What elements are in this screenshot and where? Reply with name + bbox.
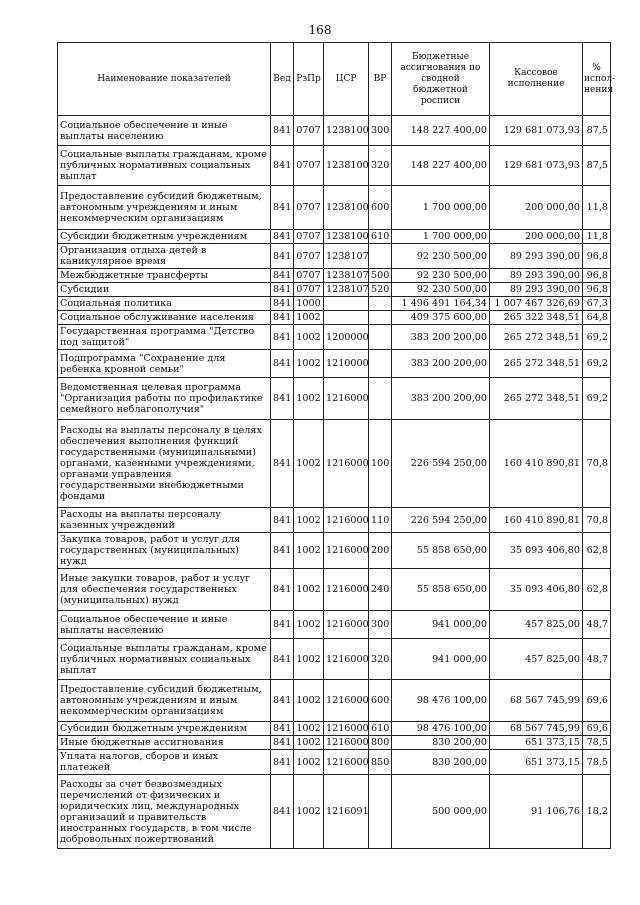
- cell-vr: 520: [369, 283, 392, 297]
- cell-budget: 92 230 500,00: [392, 283, 490, 297]
- header-name: Наименование показателей: [58, 43, 271, 116]
- table-row: [58, 269, 611, 283]
- cell-ved: 841: [271, 775, 294, 849]
- cell-ved: 841: [271, 283, 294, 297]
- cell-cash: 35 093 406,80: [490, 533, 583, 569]
- cell-rzpr: 1002: [294, 533, 324, 569]
- cell-ved: 841: [271, 680, 294, 722]
- cell-ved: 841: [271, 569, 294, 611]
- cell-pct: 69,2: [583, 350, 611, 378]
- cell-pct: 96,8: [583, 269, 611, 283]
- cell-csr: 1216091: [324, 775, 369, 849]
- cell-ved: 841: [271, 736, 294, 750]
- table-row: [58, 325, 611, 350]
- cell-rzpr: 1002: [294, 736, 324, 750]
- cell-name: Подпрограмма "Сохранение для ребенка кровной семьи": [58, 350, 271, 378]
- table-row: [58, 230, 611, 244]
- cell-pct: 69,6: [583, 680, 611, 722]
- cell-ved: 841: [271, 230, 294, 244]
- page-number: 168: [308, 23, 332, 37]
- cell-csr: 1200000: [324, 325, 369, 350]
- cell-vr: 200: [369, 533, 392, 569]
- cell-vr: [369, 350, 392, 378]
- cell-cash: 651 373,15: [490, 736, 583, 750]
- cell-budget: 55 858 650,00: [392, 533, 490, 569]
- cell-csr: 1238107: [324, 244, 369, 269]
- cell-ved: 841: [271, 146, 294, 186]
- cell-name: Иные закупки товаров, работ и услуг для обеспечения государственных (муниципальных) нужд: [58, 569, 271, 611]
- header-pct: % испол-нения: [583, 43, 611, 116]
- cell-vr: [369, 311, 392, 325]
- header-cash: Кассовое исполнение: [490, 43, 583, 116]
- cell-cash: 160 410 890,81: [490, 508, 583, 533]
- cell-csr: 1238107: [324, 269, 369, 283]
- cell-name: Расходы за счет безвозмездных перечислений от физических и юридических лиц, международных организаций и правительств иностранных государств, в том числе добровольных пожертвований: [58, 775, 271, 849]
- cell-rzpr: 1002: [294, 639, 324, 680]
- cell-vr: [369, 775, 392, 849]
- cell-csr: 1238100: [324, 186, 369, 230]
- cell-ved: 841: [271, 244, 294, 269]
- cell-name: Социальное обслуживание населения: [58, 311, 271, 325]
- cell-budget: 98 476 100,00: [392, 722, 490, 736]
- cell-cash: 651 373,15: [490, 750, 583, 775]
- cell-rzpr: 1002: [294, 611, 324, 639]
- cell-csr: [324, 297, 369, 311]
- cell-csr: 1216000: [324, 420, 369, 508]
- table-row: [58, 116, 611, 146]
- cell-budget: 500 000,00: [392, 775, 490, 849]
- cell-csr: 1216000: [324, 569, 369, 611]
- header-csr: ЦСР: [324, 43, 369, 116]
- cell-vr: 850: [369, 750, 392, 775]
- table-row: [58, 569, 611, 611]
- cell-csr: 1216000: [324, 722, 369, 736]
- cell-vr: 600: [369, 186, 392, 230]
- cell-csr: 1216000: [324, 680, 369, 722]
- cell-name: Ведомственная целевая программа "Организация работы по профилактике семейного неблагополучия": [58, 378, 271, 420]
- table-row: [58, 297, 611, 311]
- cell-csr: 1238100: [324, 146, 369, 186]
- header-budget: Бюджетные ассигнования по сводной бюджетной росписи: [392, 43, 490, 116]
- cell-vr: [369, 325, 392, 350]
- budget-execution-table: [57, 42, 616, 849]
- cell-ved: 841: [271, 750, 294, 775]
- cell-cash: 160 410 890,81: [490, 420, 583, 508]
- cell-csr: 1210000: [324, 350, 369, 378]
- cell-budget: 55 858 650,00: [392, 569, 490, 611]
- table-row: [58, 611, 611, 639]
- cell-budget: 148 227 400,00: [392, 116, 490, 146]
- cell-name: Иные бюджетные ассигнования: [58, 736, 271, 750]
- table-row: [58, 775, 611, 849]
- cell-rzpr: 0707: [294, 186, 324, 230]
- table-row: [58, 311, 611, 325]
- cell-vr: 500: [369, 269, 392, 283]
- cell-vr: 800: [369, 736, 392, 750]
- cell-rzpr: 1002: [294, 350, 324, 378]
- cell-csr: 1216000: [324, 378, 369, 420]
- cell-vr: 300: [369, 116, 392, 146]
- cell-pct: 48,7: [583, 611, 611, 639]
- cell-rzpr: 0707: [294, 244, 324, 269]
- cell-rzpr: 0707: [294, 283, 324, 297]
- cell-name: Межбюджетные трансферты: [58, 269, 271, 283]
- cell-pct: 62,8: [583, 569, 611, 611]
- cell-budget: 1 496 491 164,34: [392, 297, 490, 311]
- cell-budget: 383 200 200,00: [392, 378, 490, 420]
- cell-vr: 110: [369, 508, 392, 533]
- cell-name: Субсидии бюджетным учреждениям: [58, 722, 271, 736]
- table-row: [58, 722, 611, 736]
- cell-ved: 841: [271, 311, 294, 325]
- table-row: [58, 533, 611, 569]
- cell-pct: 11,8: [583, 230, 611, 244]
- cell-name: Организация отдыха детей в каникулярное время: [58, 244, 271, 269]
- cell-pct: 69,2: [583, 325, 611, 350]
- cell-rzpr: 0707: [294, 116, 324, 146]
- cell-budget: 1 700 000,00: [392, 186, 490, 230]
- cell-pct: 11,8: [583, 186, 611, 230]
- cell-name: Закупка товаров, работ и услуг для государственных (муниципальных) нужд: [58, 533, 271, 569]
- cell-pct: 96,8: [583, 244, 611, 269]
- table-row: [58, 420, 611, 508]
- table-row: [58, 680, 611, 722]
- cell-vr: 320: [369, 639, 392, 680]
- cell-name: Государственная программа "Детство под защитой": [58, 325, 271, 350]
- cell-cash: 265 272 348,51: [490, 378, 583, 420]
- table-row: [58, 639, 611, 680]
- cell-vr: 300: [369, 611, 392, 639]
- cell-cash: 200 000,00: [490, 230, 583, 244]
- cell-budget: 409 375 600,00: [392, 311, 490, 325]
- cell-cash: 1 007 467 326,69: [490, 297, 583, 311]
- cell-rzpr: 0707: [294, 230, 324, 244]
- cell-cash: 89 293 390,00: [490, 283, 583, 297]
- cell-vr: [369, 378, 392, 420]
- cell-name: Социальные выплаты гражданам, кроме публичных нормативных социальных выплат: [58, 639, 271, 680]
- cell-vr: [369, 297, 392, 311]
- cell-name: Уплата налогов, сборов и иных платежей: [58, 750, 271, 775]
- cell-cash: 265 322 348,51: [490, 311, 583, 325]
- cell-pct: 62,8: [583, 533, 611, 569]
- table-row: [58, 736, 611, 750]
- cell-csr: [324, 311, 369, 325]
- cell-pct: 64,8: [583, 311, 611, 325]
- cell-cash: 89 293 390,00: [490, 244, 583, 269]
- cell-rzpr: 1002: [294, 775, 324, 849]
- cell-cash: 200 000,00: [490, 186, 583, 230]
- cell-budget: 941 000,00: [392, 611, 490, 639]
- cell-pct: 70,8: [583, 508, 611, 533]
- cell-ved: 841: [271, 269, 294, 283]
- cell-rzpr: 1000: [294, 297, 324, 311]
- cell-ved: 841: [271, 420, 294, 508]
- cell-cash: 457 825,00: [490, 611, 583, 639]
- header-rzpr: РзПр: [294, 43, 324, 116]
- cell-csr: 1238107: [324, 283, 369, 297]
- cell-pct: 70,8: [583, 420, 611, 508]
- cell-name: Социальные выплаты гражданам, кроме публичных нормативных социальных выплат: [58, 146, 271, 186]
- cell-ved: 841: [271, 325, 294, 350]
- cell-budget: 830 200,00: [392, 750, 490, 775]
- cell-cash: 68 567 745,99: [490, 680, 583, 722]
- cell-vr: 240: [369, 569, 392, 611]
- cell-rzpr: 1002: [294, 325, 324, 350]
- cell-vr: 610: [369, 230, 392, 244]
- cell-vr: 610: [369, 722, 392, 736]
- cell-pct: 48,7: [583, 639, 611, 680]
- cell-rzpr: 1002: [294, 420, 324, 508]
- cell-cash: 89 293 390,00: [490, 269, 583, 283]
- cell-csr: 1216000: [324, 533, 369, 569]
- cell-rzpr: 0707: [294, 269, 324, 283]
- cell-ved: 841: [271, 722, 294, 736]
- cell-cash: 129 681 073,93: [490, 146, 583, 186]
- cell-ved: 841: [271, 116, 294, 146]
- cell-rzpr: 1002: [294, 569, 324, 611]
- cell-ved: 841: [271, 186, 294, 230]
- cell-ved: 841: [271, 611, 294, 639]
- cell-budget: 1 700 000,00: [392, 230, 490, 244]
- table-row: [58, 146, 611, 186]
- cell-rzpr: 1002: [294, 311, 324, 325]
- table-row: [58, 508, 611, 533]
- cell-cash: 265 272 348,51: [490, 350, 583, 378]
- cell-budget: 830 200,00: [392, 736, 490, 750]
- cell-name: Социальная политика: [58, 297, 271, 311]
- cell-rzpr: 1002: [294, 750, 324, 775]
- cell-ved: 841: [271, 533, 294, 569]
- cell-ved: 841: [271, 639, 294, 680]
- cell-vr: 100: [369, 420, 392, 508]
- cell-cash: 68 567 745,99: [490, 722, 583, 736]
- cell-budget: 226 594 250,00: [392, 420, 490, 508]
- cell-rzpr: 1002: [294, 508, 324, 533]
- cell-pct: 87,5: [583, 146, 611, 186]
- cell-name: Расходы на выплаты персоналу казенных учреждений: [58, 508, 271, 533]
- cell-rzpr: 1002: [294, 722, 324, 736]
- table-row: [58, 378, 611, 420]
- cell-budget: 92 230 500,00: [392, 244, 490, 269]
- cell-name: Социальное обеспечение и иные выплаты населению: [58, 116, 271, 146]
- header-vr: ВР: [369, 43, 392, 116]
- cell-ved: 841: [271, 297, 294, 311]
- cell-pct: 69,2: [583, 378, 611, 420]
- cell-budget: 226 594 250,00: [392, 508, 490, 533]
- cell-pct: 67,3: [583, 297, 611, 311]
- cell-budget: 92 230 500,00: [392, 269, 490, 283]
- header-ved: Вед: [271, 43, 294, 116]
- cell-rzpr: 1002: [294, 680, 324, 722]
- cell-name: Социальное обеспечение и иные выплаты населению: [58, 611, 271, 639]
- cell-csr: 1216000: [324, 639, 369, 680]
- cell-vr: 600: [369, 680, 392, 722]
- cell-name: Расходы на выплаты персоналу в целях обеспечения выполнения функций государственными (муниципальными) органами, казенными учреждениями, органами управления государственными внебюджетными фондами: [58, 420, 271, 508]
- cell-vr: [369, 244, 392, 269]
- cell-name: Предоставление субсидий бюджетным, автономным учреждениям и иным некоммерческим организациям: [58, 186, 271, 230]
- cell-vr: 320: [369, 146, 392, 186]
- cell-budget: 383 200 200,00: [392, 325, 490, 350]
- cell-cash: 91 106,76: [490, 775, 583, 849]
- cell-csr: 1216000: [324, 508, 369, 533]
- cell-ved: 841: [271, 378, 294, 420]
- cell-rzpr: 0707: [294, 146, 324, 186]
- cell-pct: 78,5: [583, 750, 611, 775]
- table-row: [58, 186, 611, 230]
- cell-csr: 1216000: [324, 736, 369, 750]
- cell-cash: 129 681 073,93: [490, 116, 583, 146]
- table-row: [58, 350, 611, 378]
- header-row: [58, 43, 611, 116]
- cell-csr: 1238100: [324, 230, 369, 244]
- cell-budget: 383 200 200,00: [392, 350, 490, 378]
- table-row: [58, 750, 611, 775]
- cell-budget: 98 476 100,00: [392, 680, 490, 722]
- cell-pct: 78,5: [583, 736, 611, 750]
- cell-pct: 87,5: [583, 116, 611, 146]
- cell-cash: 265 272 348,51: [490, 325, 583, 350]
- cell-rzpr: 1002: [294, 378, 324, 420]
- cell-csr: 1216000: [324, 750, 369, 775]
- cell-pct: 69,6: [583, 722, 611, 736]
- table-row: [58, 244, 611, 269]
- cell-budget: 941 000,00: [392, 639, 490, 680]
- table-row: [58, 283, 611, 297]
- cell-name: Субсидии бюджетным учреждениям: [58, 230, 271, 244]
- cell-pct: 96,8: [583, 283, 611, 297]
- cell-name: Субсидии: [58, 283, 271, 297]
- cell-cash: 457 825,00: [490, 639, 583, 680]
- cell-cash: 35 093 406,80: [490, 569, 583, 611]
- cell-pct: 18,2: [583, 775, 611, 849]
- cell-ved: 841: [271, 508, 294, 533]
- cell-csr: 1216000: [324, 611, 369, 639]
- cell-ved: 841: [271, 350, 294, 378]
- cell-csr: 1238100: [324, 116, 369, 146]
- cell-budget: 148 227 400,00: [392, 146, 490, 186]
- cell-name: Предоставление субсидий бюджетным, автономным учреждениям и иным некоммерческим организациям: [58, 680, 271, 722]
